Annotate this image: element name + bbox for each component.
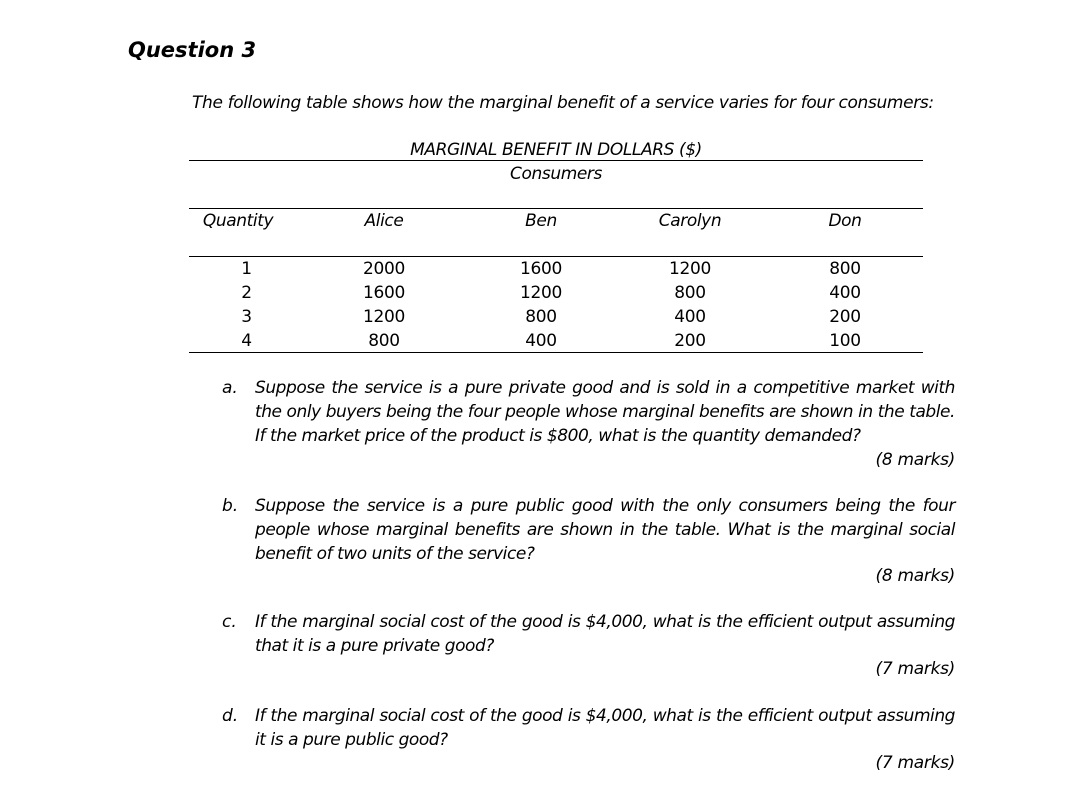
column-header-ben: Ben [525,211,557,231]
table-cell: 400 [525,331,557,351]
table-cell: 200 [829,307,861,327]
table-cell: 800 [368,331,400,351]
part-marks: (7 marks) [875,659,955,679]
table-title: MARGINAL BENEFIT IN DOLLARS ($) [410,140,702,160]
part-text: If the marginal social cost of the good is $4,000, what is the efficient output assuming it is a pure public good? [255,706,955,750]
part-letter: c. [222,612,237,632]
table-cell: 100 [829,331,861,351]
column-header-carolyn: Carolyn [658,211,722,231]
question-part-d [222,704,955,776]
table-title-rule [189,160,923,161]
part-text: Suppose the service is a pure public good with the only consumers being the four people whose marginal benefits are shown in the table. What is the marginal social benefit of two units of the service? [255,496,955,564]
table-cell: 1600 [519,259,563,279]
question-part-c [222,610,955,682]
table-cell: 3 [241,307,252,327]
table-cell: 400 [829,283,861,303]
table-cell: 1200 [519,283,563,303]
table-cell: 2000 [362,259,406,279]
part-text: If the marginal social cost of the good is $4,000, what is the efficient output assuming that it is a pure private good? [255,612,955,656]
table-cell: 1 [241,259,252,279]
table-bottom-rule [189,352,923,353]
table-header-bottom-rule [189,256,923,257]
table-header-top-rule [189,208,923,209]
question-intro: The following table shows how the marginal benefit of a service varies for four consumers: [192,93,934,113]
part-text: Suppose the service is a pure private good and is sold in a competitive market with the only buyers being the four people whose marginal benefits are shown in the table. If the market price of the product is $800, what is the quantity demanded? [255,378,955,446]
column-header-don: Don [828,211,862,231]
part-marks: (8 marks) [875,450,955,470]
table-cell: 800 [829,259,861,279]
part-marks: (8 marks) [875,566,955,586]
table-cell: 2 [241,283,252,303]
question-part-b [222,494,955,590]
column-header-alice: Alice [364,211,404,231]
column-header-quantity: Quantity [202,211,274,231]
part-letter: b. [222,496,239,516]
table-cell: 1200 [362,307,406,327]
question-part-a [222,376,955,472]
part-letter: a. [222,378,238,398]
table-subtitle: Consumers [510,164,602,184]
table-cell: 1200 [668,259,712,279]
question-heading: Question 3 [128,38,257,62]
table-cell: 800 [525,307,557,327]
table-cell: 400 [674,307,706,327]
table-cell: 4 [241,331,252,351]
part-letter: d. [222,706,239,726]
table-cell: 800 [674,283,706,303]
part-marks: (7 marks) [875,753,955,773]
table-cell: 1600 [362,283,406,303]
table-cell: 200 [674,331,706,351]
